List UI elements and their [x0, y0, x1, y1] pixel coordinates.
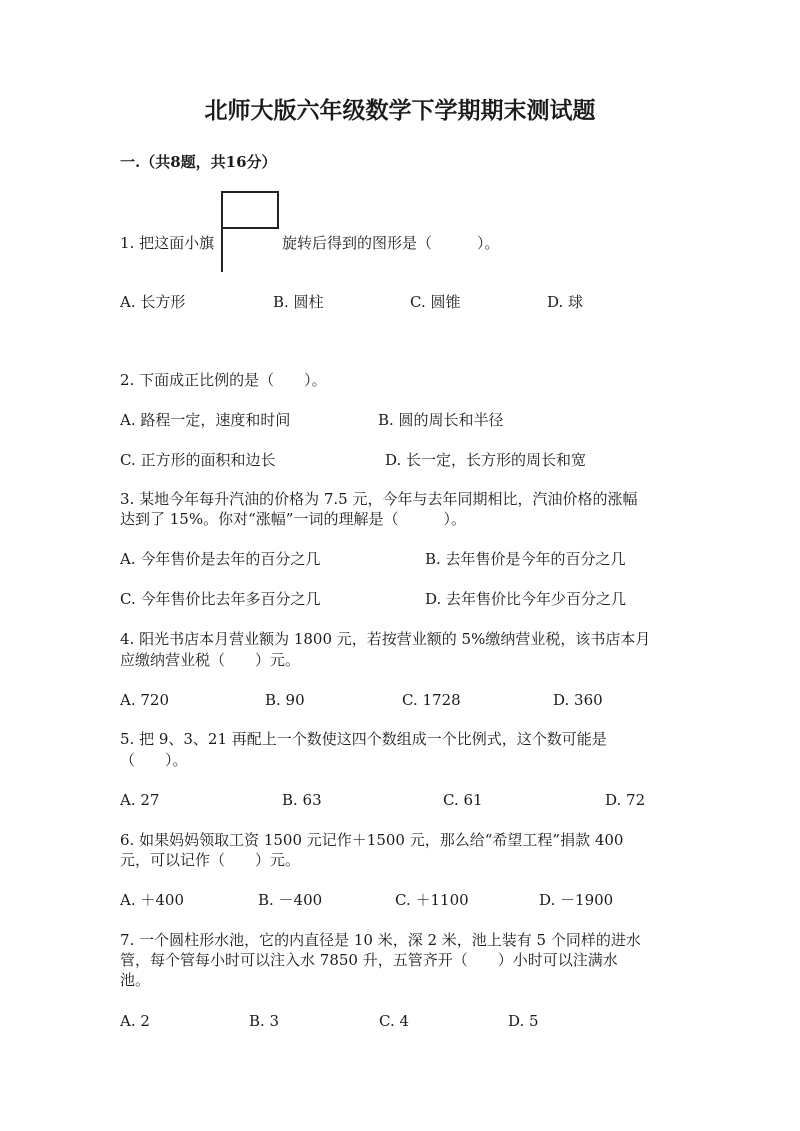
question-5-stem-line2: （ ）。: [120, 751, 188, 769]
question-3-stem-line1: 3. 某地今年每升汽油的价格为 7.5 元，今年与去年同期相比，汽油价格的涨幅: [120, 490, 638, 508]
q5-option-d[interactable]: D. 72: [605, 791, 646, 809]
question-4-stem-line2: 应缴纳营业税（ ）元。: [120, 651, 301, 669]
q4-option-a[interactable]: A. 720: [120, 691, 169, 709]
question-7-stem-line1: 7. 一个圆柱形水池，它的内直径是 10 米，深 2 米，池上装有 5 个同样的进水: [120, 931, 641, 949]
q7-option-c[interactable]: C. 4: [379, 1012, 410, 1030]
q4-option-d[interactable]: D. 360: [553, 691, 603, 709]
q3-option-b[interactable]: B. 去年售价是今年的百分之几: [425, 550, 626, 568]
q1-option-c[interactable]: C. 圆锥: [410, 293, 461, 311]
q7-option-a[interactable]: A. 2: [120, 1012, 150, 1030]
question-7-stem-line3: 池。: [120, 971, 151, 989]
q6-option-c[interactable]: C. ＋1100: [395, 891, 469, 909]
q4-option-b[interactable]: B. 90: [265, 691, 305, 709]
q3-option-d[interactable]: D. 去年售价比今年少百分之几: [425, 590, 627, 608]
q3-option-a[interactable]: A. 今年售价是去年的百分之几: [120, 550, 321, 568]
q2-option-c[interactable]: C. 正方形的面积和边长: [120, 451, 276, 469]
question-1-stem-cont: 旋转后得到的图形是（ ）。: [282, 234, 500, 252]
q7-option-b[interactable]: B. 3: [249, 1012, 280, 1030]
section-header: 一.（共8题，共16分）: [120, 153, 277, 171]
question-7-stem-line2: 管，每个管每小时可以注入水 7850 升，五管齐开（ ）小时可以注满水: [120, 951, 618, 969]
q5-option-a[interactable]: A. 27: [120, 791, 160, 809]
question-6-stem-line1: 6. 如果妈妈领取工资 1500 元记作＋1500 元，那么给“希望工程”捐款 400: [120, 831, 624, 849]
page-title: 北师大版六年级数学下学期期末测试题: [204, 97, 596, 124]
question-4-stem-line1: 4. 阳光书店本月营业额为 1800 元，若按营业额的 5%缴纳营业税，该书店本月: [120, 630, 651, 648]
question-6-stem-line2: 元，可以记作（ ）元。: [120, 851, 301, 869]
q2-option-d[interactable]: D. 长一定，长方形的周长和宽: [385, 451, 587, 469]
question-5-stem-line1: 5. 把 9、3、21 再配上一个数使这四个数组成一个比例式，这个数可能是: [120, 730, 607, 748]
question-3-stem-line2: 达到了 15%。你对“涨幅”一词的理解是（ ）。: [120, 510, 466, 528]
q2-option-a[interactable]: A. 路程一定，速度和时间: [120, 411, 291, 429]
flag-icon: [218, 190, 282, 274]
q1-option-a[interactable]: A. 长方形: [120, 293, 186, 311]
q1-option-d[interactable]: D. 球: [547, 293, 584, 311]
q1-option-b[interactable]: B. 圆柱: [273, 293, 324, 311]
q7-option-d[interactable]: D. 5: [508, 1012, 539, 1030]
q6-option-d[interactable]: D. －1900: [539, 891, 614, 909]
q2-option-b[interactable]: B. 圆的周长和半径: [378, 411, 504, 429]
question-1-stem: 1. 把这面小旗: [120, 234, 215, 252]
q6-option-b[interactable]: B. －400: [258, 891, 323, 909]
q4-option-c[interactable]: C. 1728: [402, 691, 461, 709]
q5-option-c[interactable]: C. 61: [443, 791, 483, 809]
question-2-stem: 2. 下面成正比例的是（ ）。: [120, 371, 327, 389]
q3-option-c[interactable]: C. 今年售价比去年多百分之几: [120, 590, 321, 608]
q5-option-b[interactable]: B. 63: [282, 791, 322, 809]
q6-option-a[interactable]: A. ＋400: [120, 891, 184, 909]
